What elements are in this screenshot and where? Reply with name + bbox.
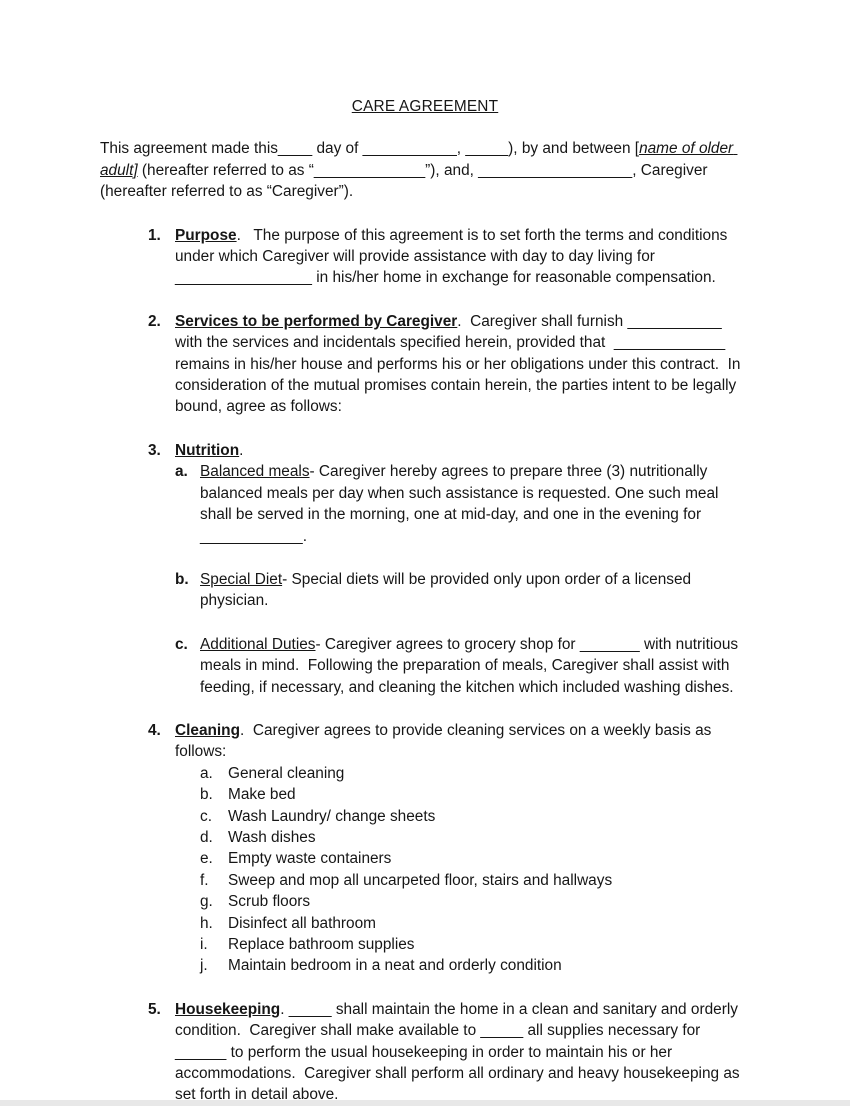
- text-run: . Caregiver agrees to provide cleaning services on a weekly basis as follows:: [175, 721, 716, 761]
- text-run: - Special diets will be provided only upon order of a licensed physician.: [200, 570, 696, 610]
- list-marker: 4.: [148, 721, 161, 739]
- list-marker: c.: [175, 635, 188, 653]
- item-housekeeping: [100, 999, 750, 1106]
- nutrition-special-diet: [100, 569, 750, 612]
- text-run: Maintain bedroom in a neat and orderly condition: [228, 957, 562, 975]
- list-marker: b.: [200, 786, 213, 804]
- text-run: General cleaning: [228, 764, 345, 782]
- list-marker: e.: [200, 850, 213, 868]
- list-marker: j.: [200, 957, 208, 975]
- text-run: Wash dishes: [228, 828, 316, 846]
- cleaning-task-j: [100, 955, 750, 976]
- cleaning-task-h: [100, 913, 750, 934]
- list-marker: c.: [200, 807, 212, 825]
- text-run: Services to be performed by Caregiver: [175, 312, 458, 330]
- cleaning-task-d: [100, 827, 750, 848]
- text-run: - Caregiver agrees to grocery shop for _______ with nutritious meals in mind. Following the preparation of meals, Caregiver shall assist with feeding, if necessary, and cleaning the kitchen which included washing dishes.: [200, 635, 743, 696]
- text-run: name of older adult]: [100, 140, 738, 179]
- list-marker: b.: [175, 570, 189, 588]
- text-run: Disinfect all bathroom: [228, 914, 376, 932]
- text-run: Balanced meals: [200, 463, 310, 481]
- cleaning-task-i: [100, 934, 750, 955]
- list-marker: h.: [200, 914, 213, 932]
- text-run: .: [239, 441, 244, 459]
- text-run: Additional Duties: [200, 635, 316, 653]
- text-run: Special Diet: [200, 570, 283, 588]
- cleaning-task-f: [100, 870, 750, 891]
- item-services: [100, 311, 750, 418]
- list-marker: g.: [200, 893, 213, 911]
- text-run: Purpose: [175, 226, 237, 244]
- list-marker: i.: [200, 936, 208, 953]
- intro-paragraph: [100, 138, 750, 202]
- list-marker: d.: [200, 828, 213, 846]
- item-nutrition: [100, 440, 750, 461]
- cleaning-task-b: [100, 784, 750, 805]
- item-purpose: [100, 225, 750, 289]
- text-run: . Caregiver shall furnish ___________ with the services and incidentals specified herein, provided that _____________ remains in his/her house and performs his or her obligations under this contract. In consideration of the mutual promises contain herein, the parties intent to be legally bound, agree as follows:: [175, 312, 745, 416]
- text-run: Wash Laundry/ change sheets: [228, 807, 436, 825]
- document-body: [100, 138, 750, 1105]
- list-marker: a.: [175, 463, 188, 481]
- text-run: (hereafter referred to as “_____________”), and, __________________, Caregiver (hereafter referred to as “Caregiver”).: [100, 161, 712, 201]
- text-run: - Caregiver hereby agrees to prepare three (3) nutritionally balanced meals per day when such assistance is requested. One such meal shall be served in the morning, one at mid-day, and one in the evening for ____________.: [200, 463, 723, 545]
- text-run: This agreement made this____ day of ___________, _____), by and between [: [100, 140, 640, 158]
- text-run: Scrub floors: [228, 893, 311, 911]
- nutrition-additional-duties: [100, 634, 750, 698]
- text-run: Housekeeping: [175, 1000, 281, 1018]
- text-run: Sweep and mop all uncarpeted floor, stairs and hallways: [228, 871, 613, 889]
- list-marker: 5.: [148, 1000, 161, 1018]
- text-run: Cleaning: [175, 721, 240, 739]
- cleaning-task-a: [100, 763, 750, 784]
- text-run: Nutrition: [175, 441, 240, 459]
- cleaning-task-e: [100, 848, 750, 869]
- cleaning-task-g: [100, 891, 750, 912]
- list-marker: 3.: [148, 441, 161, 459]
- list-marker: f.: [200, 871, 209, 889]
- text-run: . _____ shall maintain the home in a clean and sanitary and orderly condition. Caregiver shall make available to _____ all supplies necessary for ______ to perform the usual housekeeping in order to maintain his or her accommodations. Caregiver shall perform all ordinary and heavy housekeeping as set forth in detail above.: [175, 1000, 744, 1104]
- list-marker: 2.: [148, 312, 161, 330]
- page-title: CARE AGREEMENT: [351, 98, 499, 115]
- text-run: Replace bathroom supplies: [228, 936, 415, 953]
- cleaning-task-c: [100, 806, 750, 827]
- item-cleaning: [100, 720, 750, 763]
- text-run: Make bed: [228, 786, 296, 804]
- list-marker: 1.: [148, 226, 161, 244]
- text-run: . The purpose of this agreement is to set forth the terms and conditions under which Caregiver will provide assistance with day to day living for ________________ in his/her home in exchange for reasonable compensation.: [175, 226, 732, 287]
- nutrition-balanced-meals: [100, 461, 750, 547]
- list-marker: a.: [200, 764, 213, 782]
- text-run: Empty waste containers: [228, 850, 392, 868]
